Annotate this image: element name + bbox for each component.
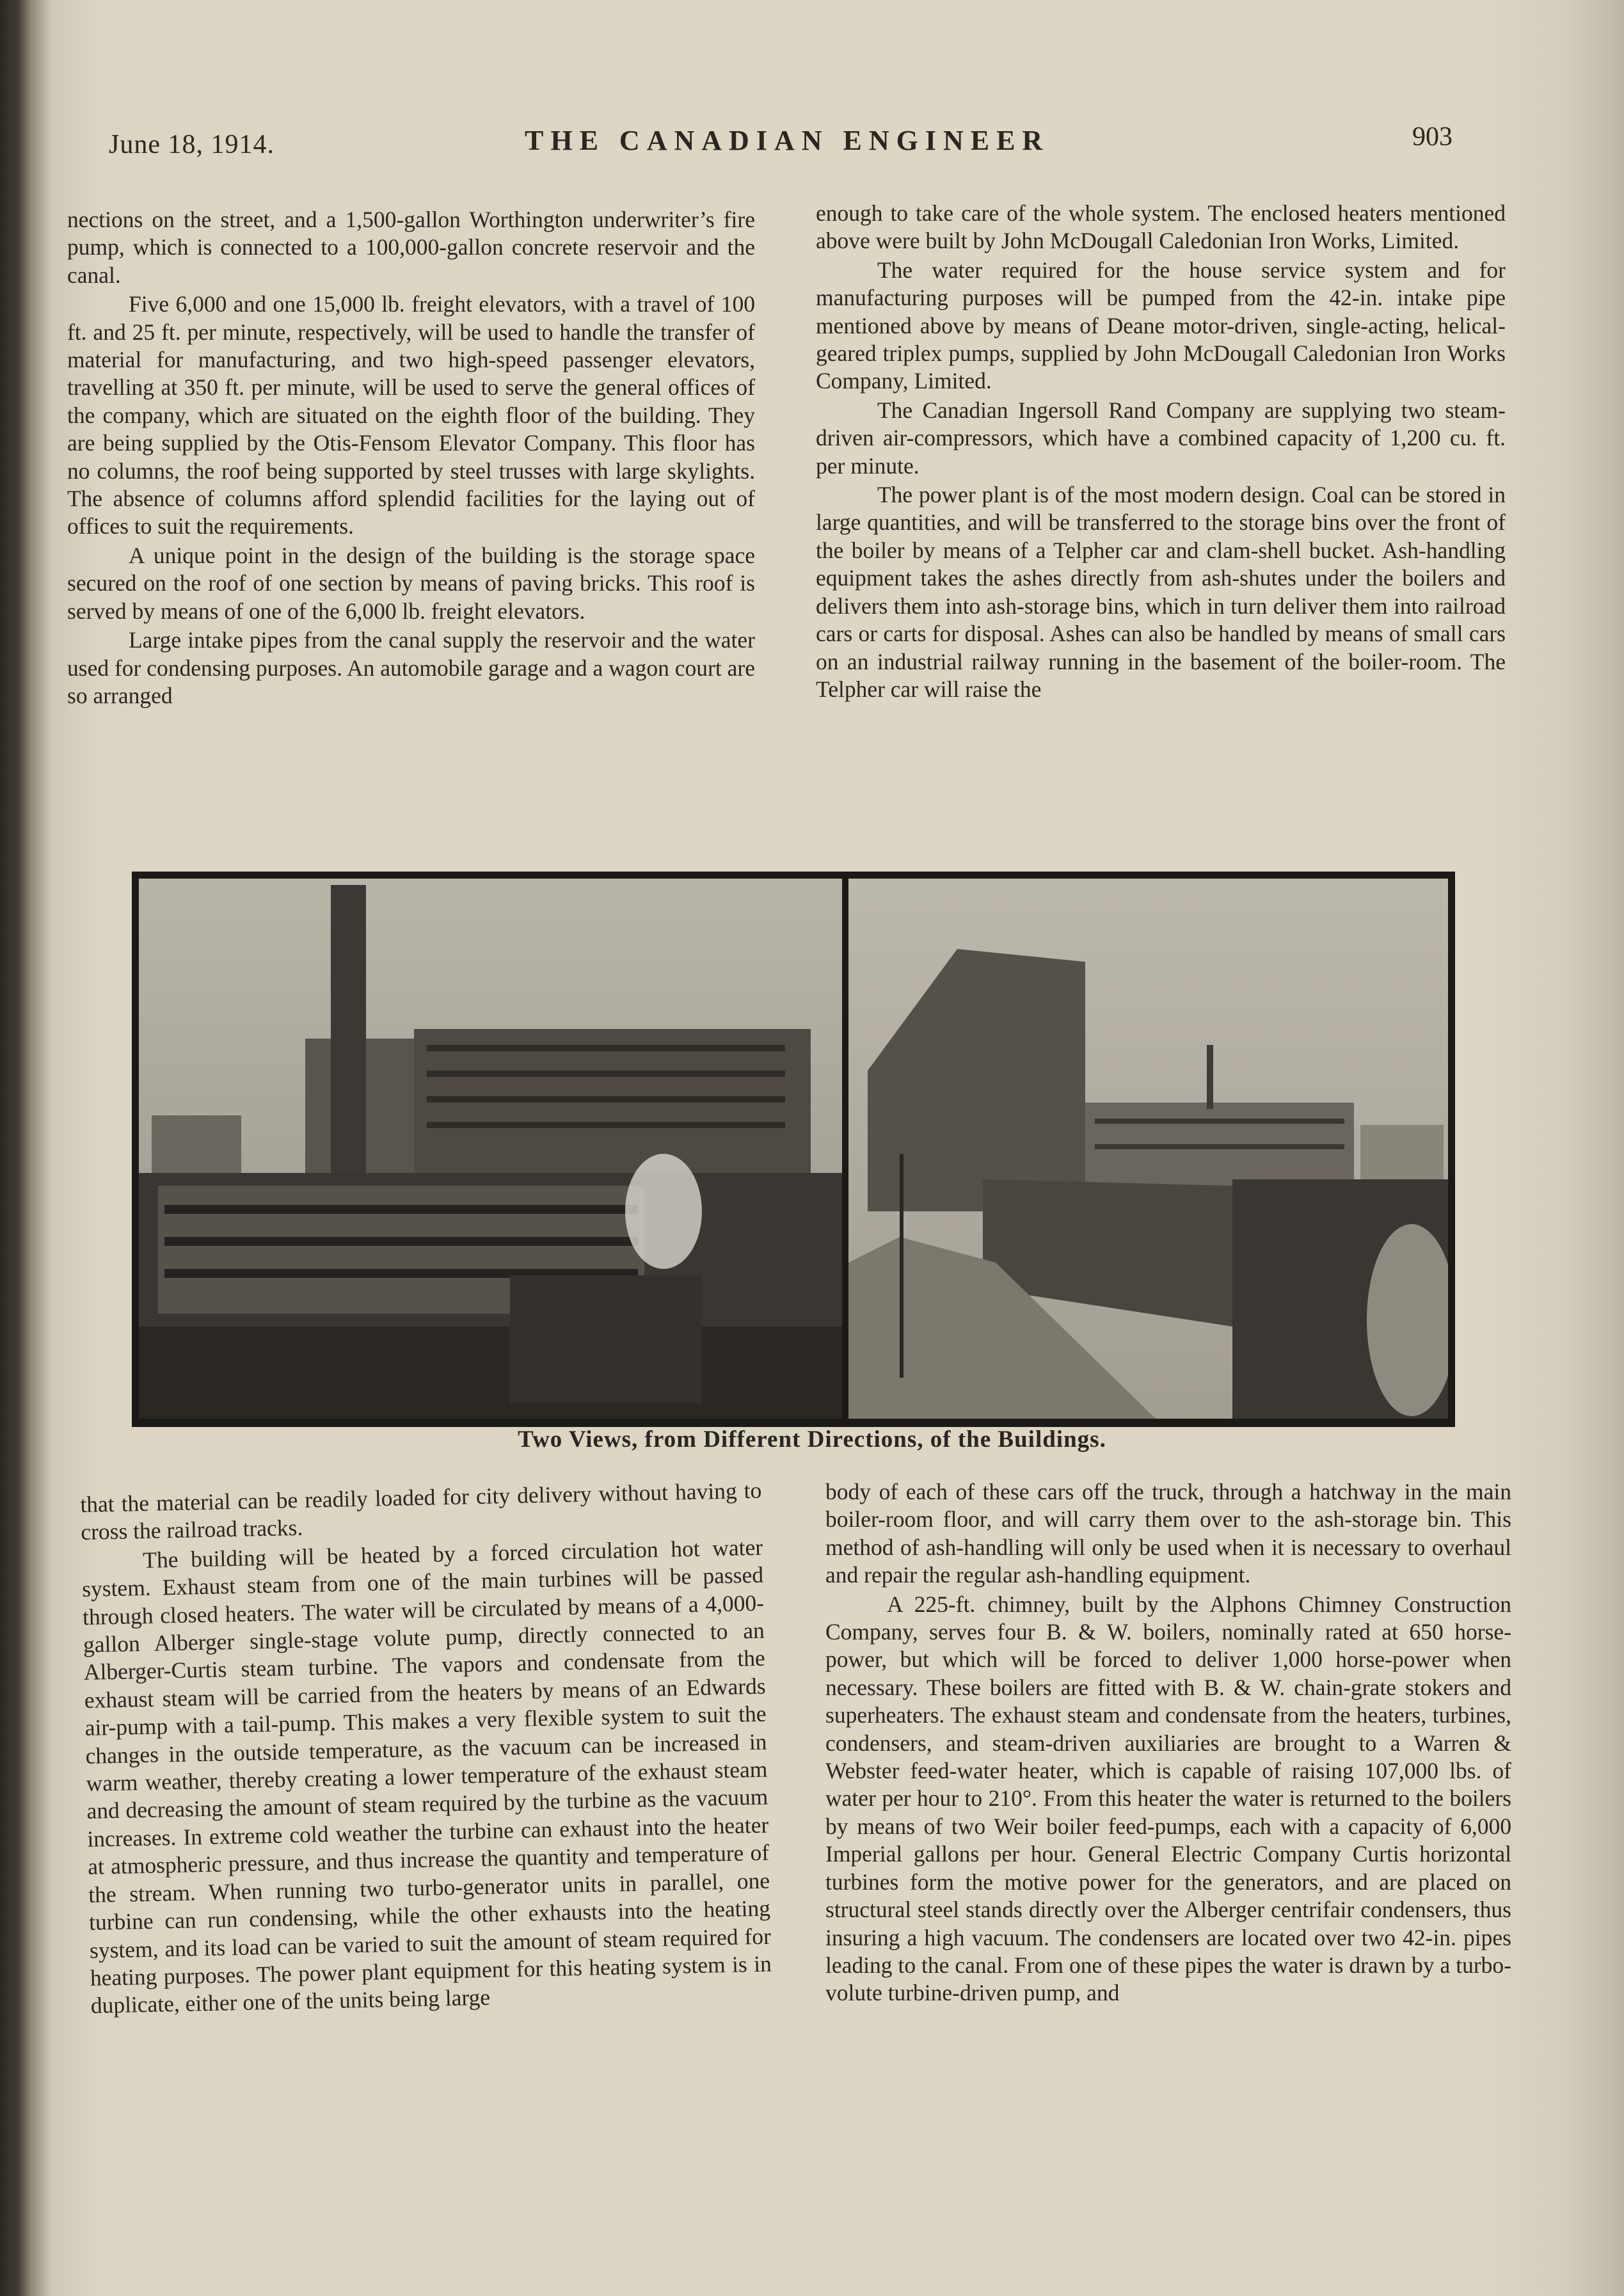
paragraph: The Canadian Ingersoll Rand Company are supplying two steam-driven air-compressors, which have a combined capacity of 1,200 cu. ft. per minute. [816, 397, 1506, 479]
paragraph: nections on the street, and a 1,500-gallon Worthington underwriter’s fire pump, which is connected to a 100,000-gallon concrete reservoir and the canal. [67, 207, 755, 288]
photo-figure [132, 872, 1455, 1427]
column-right-bottom [825, 1478, 1511, 2007]
paragraph: A unique point in the design of the building is the storage space secured on the roof of one section by means of paving bricks. This roof is served by means of one of the 6,000 lb. freight elevators. [67, 542, 755, 624]
journal-title: THE CANADIAN ENGINEER [525, 125, 1050, 156]
paragraph: A 225-ft. chimney, built by the Alphons Chimney Construction Company, serves four B. & W. boilers, nominally rated at 650 horse-power, but which will be forced to deliver 1,000 horse-power when necessary. These boilers are fitted with B. & W. chain-grate stokers and superheaters. The exhaust steam and condensate from the heaters, turbines, condensers, and steam-driven auxiliaries are brought to a Warren & Webster feed-water heater, which is capable of raising 107,000 lbs. of water per hour to 210°. From this heater the water is returned to the boilers by means of two Weir boiler feed-pumps, each with a capacity of 6,000 Imperial gallons per hour. General Electric Company Curtis horizontal turbines form the motive power for the generators, and are placed on structural steel stands directly over the Alberger centrifair condensers, thus insuring a high vacuum. The condensers are located over two 42-in. pipes leading to the canal. From one of these pipes the water is drawn by a turbo-volute turbine-driven pump, and [825, 1591, 1511, 2006]
paragraph: Large intake pipes from the canal supply the reservoir and the water used for condensing purposes. An automobile garage and a wagon court are so arranged [67, 627, 755, 708]
paragraph: The power plant is of the most modern design. Coal can be stored in large quantities, and will be transferred to the storage bins over the front of the boiler by means of a Telpher car and clam-shell bucket. Ash-handling equipment takes the ashes directly from ash-shutes under the boilers and delivers them into ash-storage bins, which in turn deliver them into railroad cars or carts for disposal. Ashes can also be handled by means of small cars on an industrial railway running in the basement of the boiler-room. The Telpher car will raise the [816, 482, 1506, 702]
column-left-top [67, 206, 755, 710]
paragraph: body of each of these cars off the truck, through a hatchway in the main boiler-room floor, and will carry them over to the ash-storage bin. This method of ash-handling will only be used when it is necessary to overhaul and repair the regular ash-handling equipment. [825, 1479, 1511, 1588]
column-right-top [816, 200, 1506, 703]
running-header [109, 123, 1453, 174]
paragraph: Five 6,000 and one 15,000 lb. freight elevators, with a travel of 100 ft. and 25 ft. per minute, respectively, will be used to handle the transfer of material for manufacturing, and two high-speed passenger elevators, travelling at 350 ft. per minute, will be used to serve the general offices of the company, which are situated on the eighth floor of the building. They are being supplied by the Otis-Fensom Elevator Company. This floor has no columns, the roof being supported by steel trusses with large skylights. The absence of columns afford splendid facilities for the laying out of offices to suit the requirements. [67, 291, 755, 539]
paragraph: that the material can be readily loaded for city delivery without having to cross the railroad tracks. [80, 1477, 762, 1545]
issue-date: June 18, 1914. [109, 130, 275, 159]
page-number: 903 [1412, 122, 1453, 152]
paragraph: The water required for the house service system and for manufacturing purposes will be pumped from the 42-in. intake pipe mentioned above by means of Deane motor-driven, single-acting, helical-geared triplex pumps, supplied by John McDougall Caledonian Iron Works Company, Limited. [816, 257, 1506, 394]
factory-photo-right [848, 879, 1448, 1419]
factory-photo-left [139, 879, 842, 1419]
paragraph: enough to take care of the whole system. The enclosed heaters mentioned above were built by John McDougall Caledonian Iron Works, Limited. [816, 200, 1506, 254]
column-left-bottom [80, 1477, 772, 2020]
paragraph: The building will be heated by a forced circulation hot water system. Exhaust steam from one of the main turbines will be passed through closed heaters. The water will be circulated by means of a 4,000-gallon Alberger single-stage volute pump, directly connected to an Alberger-Curtis steam turbine. The vapors and condensate from the exhaust steam will be carried from the heaters by means of an Edwards air-pump with a tail-pump. This makes a very flexible system to suit the changes in the outside temperature, as the vacuum can be increased in warm weather, thereby creating a lower temperature of the exhaust steam and decreasing the amount of steam required by the turbine as the vacuum increases. In extreme cold weather the turbine can exhaust into the heater at atmospheric pressure, and thus increase the quantity and temperature of the stream. When running two turbo-generator units in parallel, one turbine can run condensing, while the other exhausts into the heating system, and its load can be varied to suit the amount of steam required for heating purposes. The power plant equipment for this heating system is in duplicate, either one of the units being large [81, 1534, 772, 2019]
figure-caption: Two Views, from Different Directions, of the Buildings. [518, 1426, 1106, 1453]
